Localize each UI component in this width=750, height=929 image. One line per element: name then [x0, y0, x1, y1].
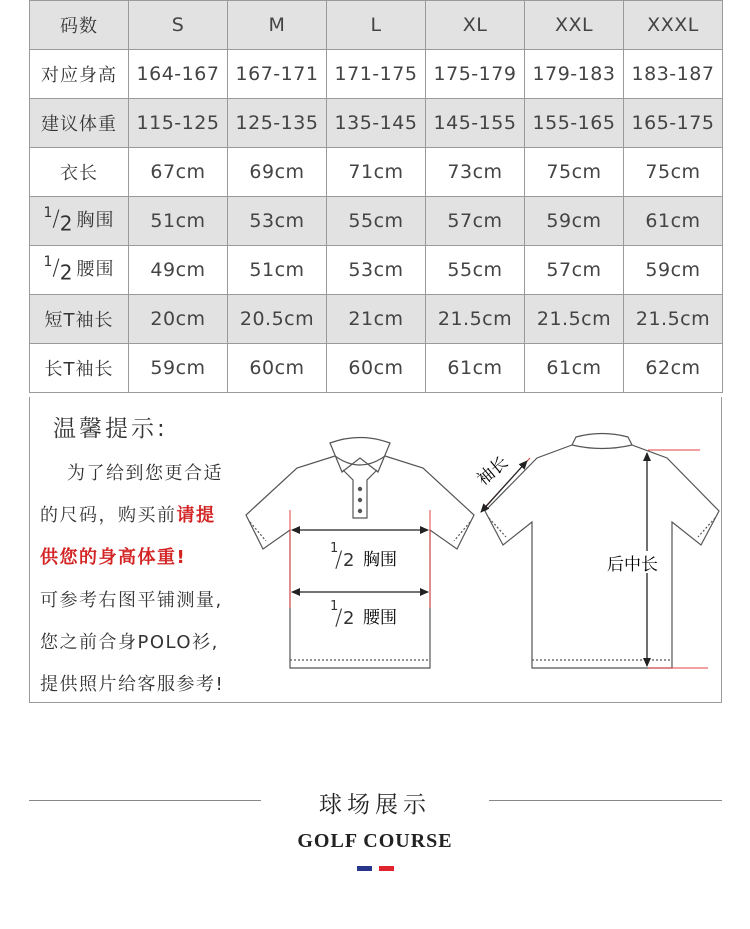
- table-cell: 115-125: [129, 99, 228, 148]
- tips-line-4: 可参考右图平铺测量,: [40, 590, 223, 611]
- table-cell: 167-171: [228, 50, 327, 99]
- header-size-label: 码数: [30, 1, 129, 50]
- table-cell: 57cm: [525, 246, 624, 295]
- svg-text:2: 2: [343, 608, 355, 629]
- table-cell: 73cm: [426, 148, 525, 197]
- table-cell: 135-145: [327, 99, 426, 148]
- table-cell: 61cm: [624, 197, 723, 246]
- header-size-s: S: [129, 1, 228, 50]
- table-cell: 49cm: [129, 246, 228, 295]
- tips-title: 温馨提示:: [53, 416, 168, 442]
- table-cell: 155-165: [525, 99, 624, 148]
- course-title-zh: 球场展示: [319, 792, 431, 818]
- table-cell: 179-183: [525, 50, 624, 99]
- tips-line-1: 为了给到您更合适: [67, 463, 223, 484]
- table-cell: 51cm: [129, 197, 228, 246]
- table-cell: 55cm: [327, 197, 426, 246]
- table-cell: 20.5cm: [228, 295, 327, 344]
- row-label: $^1/_2$ 胸围: [30, 197, 129, 246]
- table-cell: 175-179: [426, 50, 525, 99]
- back-length-label: 后中长: [607, 555, 658, 575]
- header-size-m: M: [228, 1, 327, 50]
- table-cell: 67cm: [129, 148, 228, 197]
- header-size-xxxl: XXXL: [624, 1, 723, 50]
- svg-text:/: /: [335, 606, 343, 631]
- row-label: 衣长: [30, 148, 129, 197]
- table-cell: 75cm: [525, 148, 624, 197]
- svg-text:/: /: [335, 548, 343, 573]
- table-cell: 20cm: [129, 295, 228, 344]
- table-cell: 125-135: [228, 99, 327, 148]
- header-size-xxl: XXL: [525, 1, 624, 50]
- svg-text:2: 2: [343, 550, 355, 571]
- table-cell: 75cm: [624, 148, 723, 197]
- table-cell: 145-155: [426, 99, 525, 148]
- row-label: $^1/_2$ 腰围: [30, 246, 129, 295]
- flag-red-bar: [379, 866, 394, 871]
- tips-line-6: 提供照片给客服参考!: [40, 674, 225, 695]
- table-cell: 61cm: [525, 344, 624, 393]
- sleeve-label: 袖长: [473, 452, 513, 490]
- table-cell: 21.5cm: [624, 295, 723, 344]
- table-cell: 21.5cm: [525, 295, 624, 344]
- table-cell: 55cm: [426, 246, 525, 295]
- table-cell: 51cm: [228, 246, 327, 295]
- table-cell: 171-175: [327, 50, 426, 99]
- row-label: 长T袖长: [30, 344, 129, 393]
- flag-blue-bar: [357, 866, 372, 871]
- table-cell: 183-187: [624, 50, 723, 99]
- row-label: 对应身高: [30, 50, 129, 99]
- table-cell: 62cm: [624, 344, 723, 393]
- table-cell: 59cm: [129, 344, 228, 393]
- table-cell: 60cm: [228, 344, 327, 393]
- tips-line-5: 您之前合身POLO衫,: [40, 632, 219, 653]
- table-cell: 60cm: [327, 344, 426, 393]
- table-cell: 53cm: [228, 197, 327, 246]
- table-cell: 165-175: [624, 99, 723, 148]
- table-cell: 21cm: [327, 295, 426, 344]
- svg-text:胸围: 胸围: [363, 550, 397, 570]
- table-cell: 21.5cm: [426, 295, 525, 344]
- chest-label: [330, 541, 397, 573]
- table-cell: 69cm: [228, 148, 327, 197]
- header-size-l: L: [327, 1, 426, 50]
- table-cell: 164-167: [129, 50, 228, 99]
- table-cell: 57cm: [426, 197, 525, 246]
- table-cell: 59cm: [624, 246, 723, 295]
- svg-text:1: 1: [330, 599, 339, 614]
- front-shirt-drawing: [246, 438, 474, 669]
- header-size-xl: XL: [426, 1, 525, 50]
- svg-text:1: 1: [330, 541, 339, 556]
- table-cell: 59cm: [525, 197, 624, 246]
- table-cell: 61cm: [426, 344, 525, 393]
- waist-label: [330, 599, 397, 631]
- table-cell: 71cm: [327, 148, 426, 197]
- row-label: 短T袖长: [30, 295, 129, 344]
- course-title-en: GOLF COURSE: [297, 830, 453, 852]
- row-label: 建议体重: [30, 99, 129, 148]
- table-cell: 53cm: [327, 246, 426, 295]
- tips-line-2: 的尺码，购买前请提: [40, 505, 216, 526]
- tips-line-3: 供您的身高体重!: [40, 547, 187, 568]
- svg-text:腰围: 腰围: [363, 608, 397, 628]
